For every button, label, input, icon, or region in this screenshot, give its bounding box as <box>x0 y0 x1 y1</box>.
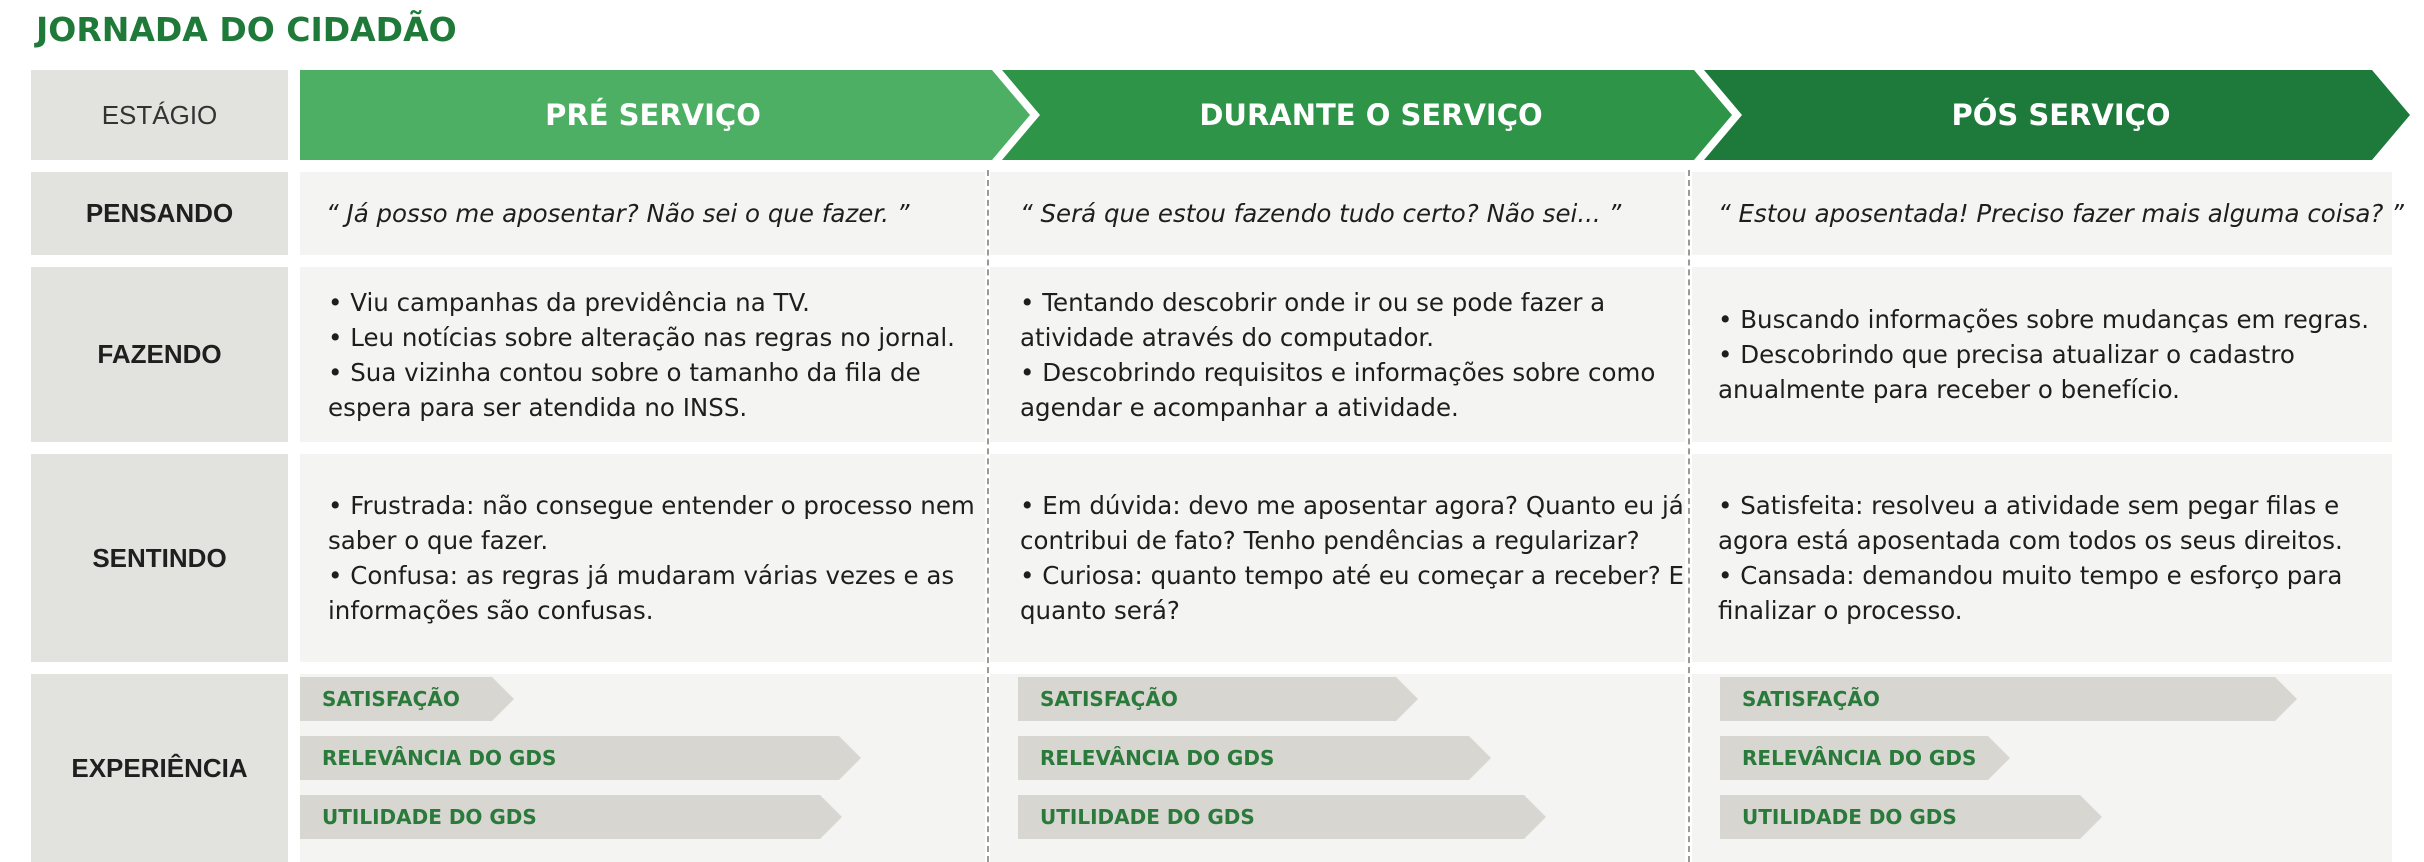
thinking-line: “ Estou aposentada! Preciso fazer mais alguma coisa? ” <box>1718 199 2404 228</box>
feeling-cell-pre-servico <box>300 454 985 662</box>
doing-cell-pre-servico <box>300 267 985 442</box>
feeling-line: saber o que fazer. <box>328 526 549 555</box>
thinking-cell-pos-servico <box>1692 172 2404 255</box>
doing-line: • Tentando descobrir onde ir ou se pode fazer a <box>1020 287 1606 317</box>
experience-bar <box>1018 736 1491 780</box>
doing-line: • Descobrindo requisitos e informações sobre como <box>1020 357 1656 387</box>
thinking-cell-pre-servico <box>300 172 985 255</box>
doing-line: • Sua vizinha contou sobre o tamanho da fila de <box>328 357 921 387</box>
feeling-line: • Confusa: as regras já mudaram várias vezes e as <box>328 561 955 590</box>
feeling-cell-pos-servico <box>1692 454 2392 662</box>
experience-bar <box>1720 677 2297 721</box>
experience-bar-label: RELEVÂNCIA DO GDS <box>1742 746 1977 770</box>
feeling-cell-durante-servico <box>990 454 1685 662</box>
experience-bar-label: RELEVÂNCIA DO GDS <box>322 746 557 770</box>
stage-title: DURANTE O SERVIÇO <box>1199 98 1543 132</box>
experience-bar-label: RELEVÂNCIA DO GDS <box>1040 746 1275 770</box>
doing-line: espera para ser atendida no INSS. <box>328 392 748 422</box>
doing-line: atividade através do computador. <box>1020 322 1435 352</box>
experience-bar-label: UTILIDADE DO GDS <box>322 805 537 829</box>
experience-bar-label: UTILIDADE DO GDS <box>1040 805 1255 829</box>
doing-line: • Leu notícias sobre alteração nas regras no jornal. <box>328 322 955 352</box>
page-title: JORNADA DO CIDADÃO <box>36 10 457 49</box>
doing-line: • Descobrindo que precisa atualizar o cadastro <box>1718 340 2295 369</box>
doing-line: • Buscando informações sobre mudanças em regras. <box>1718 305 2369 334</box>
experience-bar <box>1018 677 1418 721</box>
stage-pos-servico <box>1704 70 2410 160</box>
doing-cell-pos-servico <box>1692 267 2392 442</box>
feeling-line: finalizar o processo. <box>1718 596 1963 625</box>
experience-bar <box>300 736 861 780</box>
doing-line: anualmente para receber o benefício. <box>1718 375 2180 404</box>
row-label-stage: ESTÁGIO <box>31 70 288 160</box>
feeling-line: contribui de fato? Tenho pendências a regularizar? <box>1020 526 1640 555</box>
column-divider <box>1688 170 1690 862</box>
experience-bar-label: SATISFAÇÃO <box>1040 687 1178 711</box>
stage-pre-servico <box>300 70 1030 160</box>
feeling-line: agora está aposentada com todos os seus direitos. <box>1718 526 2343 555</box>
thinking-line: “ Será que estou fazendo tudo certo? Não sei... ” <box>1020 199 1622 228</box>
experience-bar <box>1720 736 2010 780</box>
experience-bar <box>1018 795 1546 839</box>
stage-title: PÓS SERVIÇO <box>1951 98 2171 132</box>
row-label-feeling: SENTINDO <box>31 454 288 662</box>
doing-line: agendar e acompanhar a atividade. <box>1020 392 1459 422</box>
column-divider <box>987 170 989 862</box>
doing-line: • Viu campanhas da previdência na TV. <box>328 287 810 317</box>
feeling-line: • Cansada: demandou muito tempo e esforço para <box>1718 561 2343 590</box>
doing-cell-durante-servico <box>990 267 1685 442</box>
feeling-line: • Satisfeita: resolveu a atividade sem pegar filas e <box>1718 491 2340 520</box>
experience-bar-label: SATISFAÇÃO <box>1742 687 1880 711</box>
experience-bar <box>300 795 842 839</box>
row-label-thinking: PENSANDO <box>31 172 288 255</box>
thinking-cell-durante-servico <box>990 172 1685 255</box>
stage-durante-servico <box>1002 70 1732 160</box>
feeling-line: • Em dúvida: devo me aposentar agora? Quanto eu já <box>1020 491 1684 520</box>
stage-title: PRÉ SERVIÇO <box>545 98 761 132</box>
feeling-line: • Frustrada: não consegue entender o processo nem <box>328 491 975 520</box>
experience-bar-label: UTILIDADE DO GDS <box>1742 805 1957 829</box>
feeling-line: quanto será? <box>1020 596 1180 625</box>
feeling-line: • Curiosa: quanto tempo até eu começar a receber? E <box>1020 561 1684 590</box>
feeling-line: informações são confusas. <box>328 596 654 625</box>
experience-bar <box>1720 795 2102 839</box>
row-label-experience: EXPERIÊNCIA <box>31 674 288 862</box>
experience-bar-label: SATISFAÇÃO <box>322 687 460 711</box>
experience-bar <box>300 677 514 721</box>
row-label-doing: FAZENDO <box>31 267 288 442</box>
thinking-line: “ Já posso me aposentar? Não sei o que fazer. ” <box>326 199 910 228</box>
